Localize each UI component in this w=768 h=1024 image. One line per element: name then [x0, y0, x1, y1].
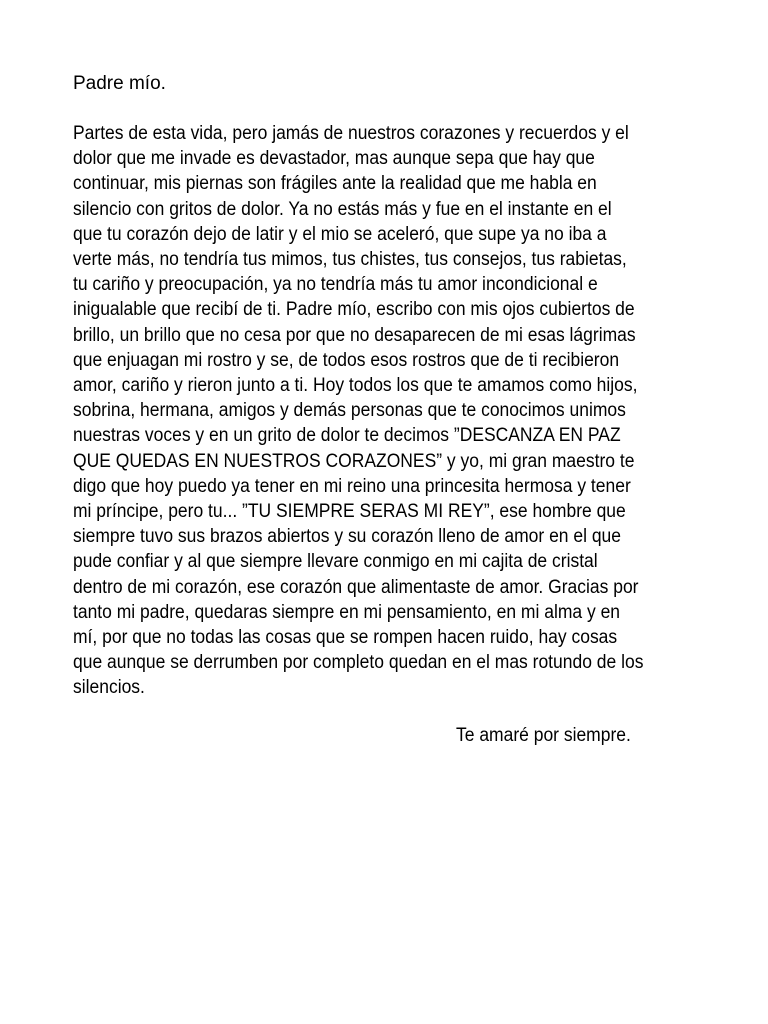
letter-line: verte más, no tendría tus mimos, tus chistes, tus consejos, tus rabietas, — [73, 249, 627, 271]
letter-line: continuar, mis piernas son frágiles ante la realidad que me habla en — [73, 173, 597, 195]
letter-line: tanto mi padre, quedaras siempre en mi pensamiento, en mi alma y en — [73, 601, 621, 623]
letter-line: Partes de esta vida, pero jamás de nuestros corazones y recuerdos y el — [73, 123, 629, 144]
letter-line: que enjuagan mi rostro y se, de todos esos rostros que de ti recibieron — [73, 349, 620, 371]
letter-line: sobrina, hermana, amigos y demás personas que te conocimos unimos — [73, 400, 626, 422]
letter-line: que aunque se derrumben por completo quedan en el mas rotundo de los — [73, 652, 644, 674]
letter-line: dolor que me invade es devastador, mas aunque sepa que hay que — [73, 148, 595, 170]
letter-greeting: Padre mío. — [73, 73, 166, 94]
letter-line: siempre tuvo sus brazos abiertos y su corazón lleno de amor en el que — [73, 526, 622, 548]
letter-body — [73, 121, 662, 701]
letter-line: brillo, un brillo que no cesa por que no desaparecen de mi esas lágrimas — [73, 324, 636, 346]
letter-line: dentro de mi corazón, ese corazón que alimentaste de amor. Gracias por — [73, 576, 639, 598]
letter-line: silencio con gritos de dolor. Ya no estás más y fue en el instante en el — [73, 198, 612, 220]
letter-line: mí, por que no todas las cosas que se rompen hacen ruido, hay cosas — [73, 627, 618, 649]
letter-line: que tu corazón dejo de latir y el mio se aceleró, que supe ya no iba a — [73, 223, 607, 245]
letter-closing: Te amaré por siempre. — [456, 725, 631, 746]
letter-line: pude confiar y al que siempre llevare conmigo en mi cajita de cristal — [73, 551, 598, 573]
letter-line: silencios. — [73, 677, 145, 699]
letter-line: digo que hoy puedo ya tener en mi reino una princesita hermosa y tener — [73, 475, 631, 497]
letter-line: nuestras voces y en un grito de dolor te decimos ”DESCANZA EN PAZ — [73, 425, 621, 447]
letter-line: QUE QUEDAS EN NUESTROS CORAZONES” y yo, mi gran maestro te — [73, 450, 635, 472]
letter-line: mi príncipe, pero tu... ”TU SIEMPRE SERAS MI REY”, ese hombre que — [73, 501, 626, 523]
letter-line: inigualable que recibí de ti. Padre mío, escribo con mis ojos cubiertos de — [73, 299, 635, 321]
letter-line: tu cariño y preocupación, ya no tendría más tu amor incondicional e — [73, 274, 598, 296]
letter-line: amor, cariño y rieron junto a ti. Hoy todos los que te amamos como hijos, — [73, 375, 638, 397]
